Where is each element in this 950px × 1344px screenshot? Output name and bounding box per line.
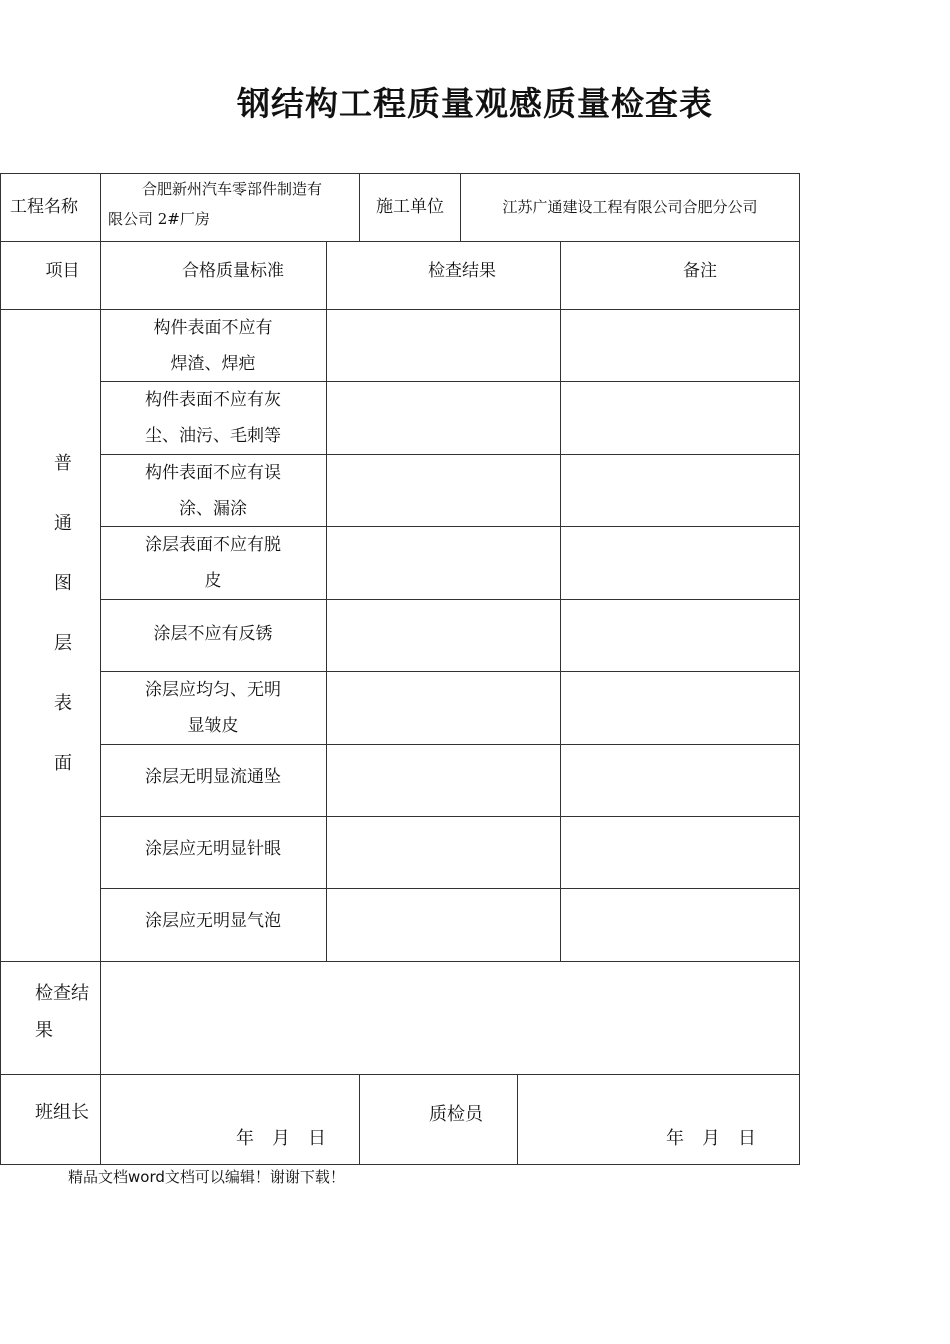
- team-leader-label: 班组长: [35, 1102, 89, 1123]
- project-name-line1: 合肥新州汽车零部件制造有: [142, 180, 323, 198]
- column-header-remark: 备注: [683, 261, 717, 281]
- standard-line1: 构件表面不应有灰: [145, 390, 281, 410]
- standard-line1: 涂层无明显流通坠: [145, 767, 281, 787]
- page-title: 钢结构工程质量观感质量检查表: [237, 84, 713, 123]
- standard-row: [100, 889, 326, 961]
- standard-line2: 焊渣、焊疤: [170, 354, 256, 374]
- contractor-value: 江苏广通建设工程有限公司合肥分公司: [502, 198, 758, 216]
- column-header-item: 项目: [45, 261, 80, 281]
- team-leader-date: 年 月 日: [236, 1128, 326, 1149]
- standard-row: [100, 817, 326, 888]
- category-char: 普: [54, 453, 72, 474]
- category-char: 通: [54, 513, 72, 534]
- standard-row: [100, 310, 326, 381]
- project-name-value: [108, 173, 358, 241]
- category-char: 面: [54, 753, 72, 774]
- standard-line1: 构件表面不应有: [153, 318, 273, 338]
- category-char: 表: [54, 693, 72, 714]
- standard-row: [100, 672, 326, 744]
- standard-line2: 尘、油污、毛刺等: [145, 426, 281, 446]
- standard-line1: 涂层应均匀、无明: [145, 680, 281, 700]
- standard-line1: 涂层应无明显针眼: [145, 839, 281, 859]
- inspector-date: 年 月 日: [666, 1128, 756, 1149]
- inspector-label: 质检员: [429, 1104, 483, 1125]
- footer-note: 精品文档word文档可以编辑！谢谢下载！: [68, 1168, 345, 1186]
- standard-line1: 构件表面不应有误: [145, 463, 281, 483]
- standard-line2: 涂、漏涂: [179, 499, 247, 519]
- standard-row: [100, 382, 326, 454]
- standard-row: [100, 527, 326, 599]
- contractor-label: 施工单位: [376, 197, 444, 217]
- standard-row: [100, 600, 326, 671]
- standard-row: [100, 745, 326, 816]
- standard-line1: 涂层不应有反锈: [153, 624, 273, 644]
- standard-line1: 涂层表面不应有脱: [145, 535, 281, 555]
- standard-line2: 显皱皮: [187, 716, 239, 736]
- project-name-label: 工程名称: [10, 197, 78, 217]
- category-char: 图: [54, 573, 72, 594]
- column-header-standard: 合格质量标准: [182, 261, 284, 281]
- column-header-result: 检查结果: [428, 261, 496, 281]
- standard-line2: 皮: [204, 571, 222, 591]
- standard-row: [100, 455, 326, 526]
- project-name-line2: 限公司 2#厂房: [108, 210, 210, 228]
- category-char: 层: [54, 633, 72, 654]
- summary-label: [35, 975, 89, 1049]
- summary-label-line1: 检查结: [35, 983, 89, 1004]
- inspection-table: [0, 173, 800, 1165]
- standard-line1: 涂层应无明显气泡: [145, 911, 281, 931]
- summary-label-line2: 果: [35, 1020, 53, 1041]
